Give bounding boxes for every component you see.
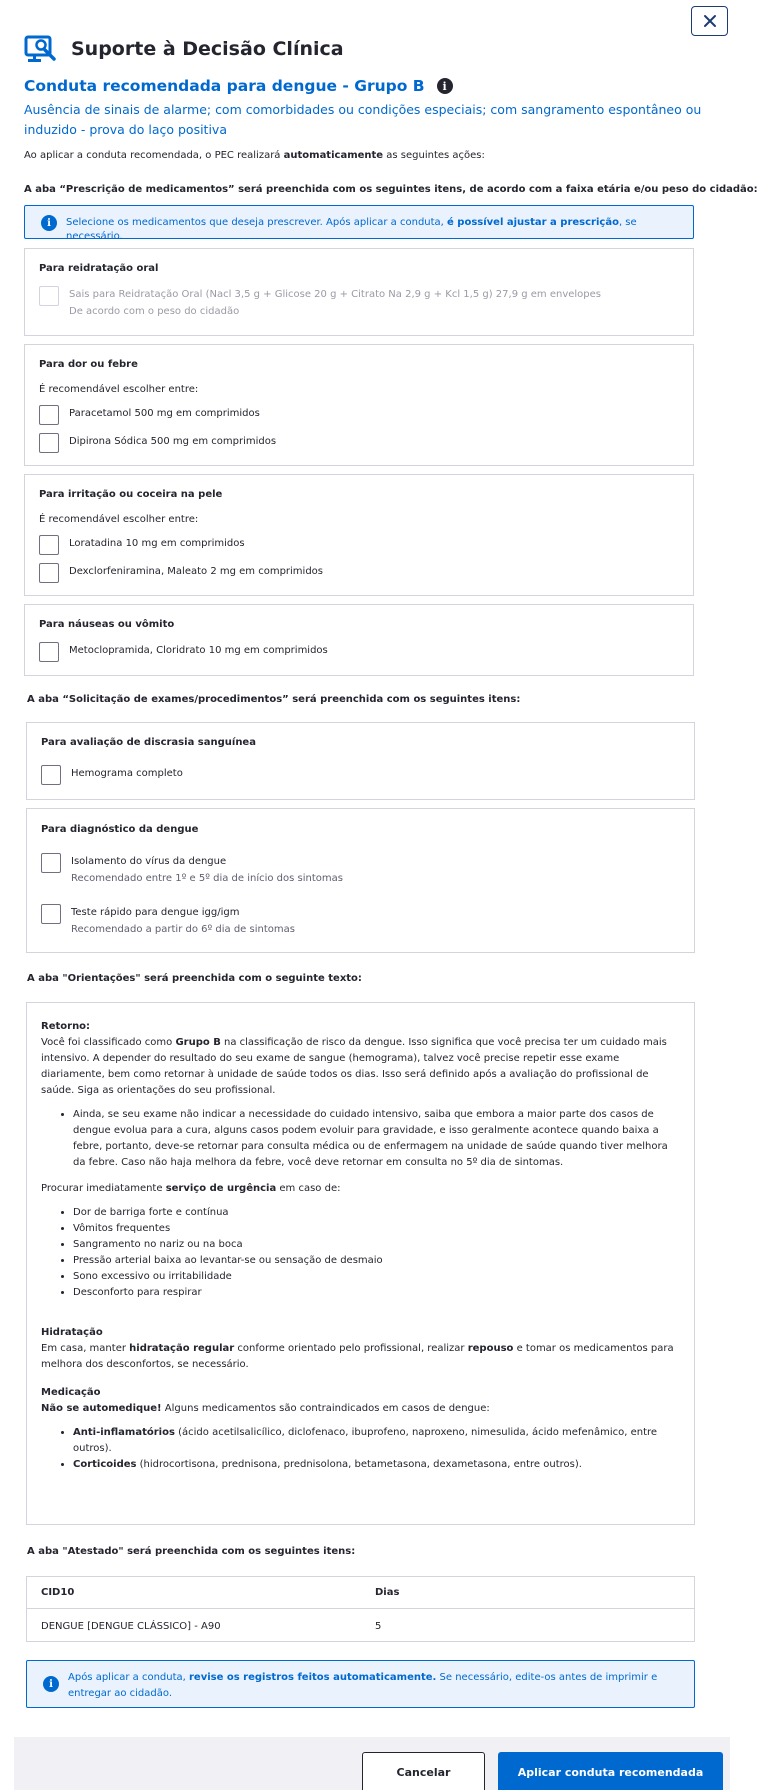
checkbox-row[interactable]: Hemograma completo [41,765,183,785]
orientations-heading: A aba "Orientações" será preenchida com o seguinte texto: [27,973,362,984]
list-item: • Pressão arterial baixa ao levantar-se ou sensação de desmaio [73,1253,681,1269]
prescription-heading: A aba “Prescrição de medicamentos” será preenchida com os seguintes itens, de acordo com a faixa etária e/ou peso do cidadão: [24,184,758,195]
checkbox-row[interactable]: Metoclopramida, Cloridrato 10 mg em comprimidos [39,642,328,662]
checkbox-row[interactable]: Sais para Reidratação Oral (Nacl 3,5 g + Glicose 20 g + Citrato Na 2,9 g + Kcl 1,5 g) 27,9 g em envelopes De acordo com o peso do cidadão [39,286,601,319]
checkbox[interactable] [39,405,59,425]
list-item: • Dor de barriga forte e contínua [73,1205,681,1221]
conduct-heading: Conduta recomendada para dengue - Grupo B [24,77,425,95]
checkbox[interactable] [39,535,59,555]
atestado-heading: A aba "Atestado" será preenchida com os seguintes itens: [27,1546,356,1557]
checkbox-row[interactable]: Dipirona Sódica 500 mg em comprimidos [39,433,276,453]
list-item: • Corticoides (hidrocortisona, prednisona, prednisolona, betametasona, dexametasona, entre outros). [73,1457,681,1473]
checkbox-row[interactable]: Dexclorfeniramina, Maleato 2 mg em comprimidos [39,563,323,583]
checkbox[interactable] [41,904,61,924]
checkbox[interactable] [41,765,61,785]
medication-group-rehydration: Para reidratação oral Sais para Reidratação Oral (Nacl 3,5 g + Glicose 20 g + Citrato Na 2,9 g + Kcl 1,5 g) 27,9 g em envelopes De acordo com o peso do cidadão [24,248,694,336]
clinical-support-icon [24,34,58,64]
checkbox[interactable] [39,433,59,453]
checkbox-row[interactable]: Isolamento do vírus da dengue Recomendado entre 1º e 5º dia de início dos sintomas [41,853,343,886]
medication-group-skin: Para irritação ou coceira na pele É recomendável escolher entre: Loratadina 10 mg em comprimidos Dexclorfeniramina, Maleato 2 mg em comprimidos [24,474,694,596]
exam-group-diagnosis: Para diagnóstico da dengue Isolamento do vírus da dengue Recomendado entre 1º e 5º dia de início dos sintomas Teste rápido para dengue igg/igm Recomendado a partir do 6º dia de sintomas [26,808,695,953]
checkbox[interactable] [39,642,59,662]
conduct-subtitle: Ausência de sinais de alarme; com comorbidades ou condições especiais; com sangramento espontâneo ou induzido - prova do laço positiva [24,102,702,137]
checkbox[interactable] [39,563,59,583]
checkbox-row[interactable]: Paracetamol 500 mg em comprimidos [39,405,260,425]
list-item: • Anti-inflamatórios (ácido acetilsalicílico, diclofenaco, ibuprofeno, naproxeno, nimesulida, ácido mefenâmico, entre outros). [73,1425,681,1457]
list-item: • Vômitos frequentes [73,1221,681,1237]
checkbox[interactable] [39,286,59,306]
retorno-paragraph: Você foi classificado como Grupo B na classificação de risco da dengue. Isso significa que você precisa ter um cuidado mais intensivo. A depender do resultado do seu exame de sangue (hemograma), talvez você precise repetir esse exame diariamente, bem como retornar à unidade de saúde todos os dias. Isso será definido após a avaliação do profissional de saúde. Siga as orientações do seu profissional. [41,1037,667,1096]
close-button[interactable] [691,6,728,36]
urgency-paragraph: Procurar imediatamente serviço de urgência em caso de: [41,1183,341,1194]
checkbox-row[interactable]: Loratadina 10 mg em comprimidos [39,535,245,555]
list-item: • Ainda, se seu exame não indicar a necessidade do cuidado intensivo, saiba que embora a maior parte dos casos de dengue evolua para a cura, alguns casos podem evoluir para gravidade, e isso geralmente acontece quando baixa a febre, portanto, deve-se retornar para consulta médica ou de enfermagem na unidade de saúde quando tiver melhora da febre. Caso não haja melhora da febre, você deve retornar em consulta no 5º dia de sintomas. [73,1107,681,1171]
intro-text: Ao aplicar a conduta recomendada, o PEC realizará automaticamente as seguintes ações: [24,150,485,161]
modal-header [24,34,344,64]
list-item: • Sono excessivo ou irritabilidade [73,1269,681,1285]
medication-group-pain-fever: Para dor ou febre É recomendável escolher entre: Paracetamol 500 mg em comprimidos Dipirona Sódica 500 mg em comprimidos [24,344,694,466]
table-header-row: CID10 Dias [27,1577,694,1609]
cancel-button[interactable]: Cancelar [362,1752,485,1790]
exam-group-blood: Para avaliação de discrasia sanguínea Hemograma completo [26,722,695,800]
exams-heading: A aba “Solicitação de exames/procedimentos” será preenchida com os seguintes itens: [27,694,521,705]
medication-paragraph: Não se automedique! Alguns medicamentos são contraindicados em casos de dengue: [41,1403,490,1414]
table-row: DENGUE [DENGUE CLÁSSICO] - A90 5 [41,1620,382,1632]
checkbox[interactable] [41,853,61,873]
review-alert: i Após aplicar a conduta, revise os registros feitos automaticamente. Se necessário, edite-os antes de imprimir e entregar ao cidadão. [26,1660,695,1708]
prescription-alert: i Selecione os medicamentos que deseja prescrever. Após aplicar a conduta, é possível ajustar a prescrição, se necessário. [24,205,694,239]
close-icon [703,14,717,28]
checkbox-row[interactable]: Teste rápido para dengue igg/igm Recomendado a partir do 6º dia de sintomas [41,904,295,937]
apply-conduct-button[interactable]: Aplicar conduta recomendada [498,1752,723,1790]
atestado-table [26,1576,695,1642]
list-item: • Sangramento no nariz ou na boca [73,1237,681,1253]
info-icon: i [43,1676,59,1692]
medication-group-nausea: Para náuseas ou vômito Metoclopramida, Cloridrato 10 mg em comprimidos [24,604,694,676]
info-icon[interactable]: i [437,78,453,94]
hydration-paragraph: Em casa, manter hidratação regular conforme orientado pelo profissional, realizar repouso e tomar os medicamentos para melhora dos desconfortos, se necessário. [41,1343,674,1370]
orientations-text-box: Retorno: Você foi classificado como Grupo B na classificação de risco da dengue. Isso significa que você precisa ter um cuidado mais intensivo. A depender do resultado do seu exame de sangue (hemograma), talvez você precise repetir esse exame diariamente, bem como retornar à unidade de saúde todos os dias. Isso será definido após a avaliação do profissional de saúde. Siga as orientações do seu profissional. • Ainda, se seu exame não indicar a necessidade do cuidado intensivo, saiba que embora a maior parte dos casos de dengue evolua para a cura, alguns casos podem evoluir para gravidade, e isso geralmente acontece quando baixa a febre, portanto, deve-se retornar para consulta médica ou de enfermagem na unidade de saúde quando tiver melhora da febre. Caso não haja melhora da febre, você deve retornar em consulta no 5º dia de sintomas. Procurar imediatamente serviço de urgência em caso de: • Dor de barriga forte e contínua • Vômitos frequentes • Sangramento no nariz ou na boca • Pressão arterial baixa ao levantar-se ou sensação de desmaio • Sono excessivo ou irritabilidade • Desconforto para respirar Hidratação Em casa, manter hidratação regular conforme orientado pelo profissional, realizar repouso e tomar os medicamentos para melhora dos desconfortos, se necessário. Medicação Não se automedique! Alguns medicamentos são contraindicados em casos de dengue: • Anti-inflamatórios (ácido acetilsalicílico, diclofenaco, ibuprofeno, naproxeno, nimesulida, ácido mefenâmico, entre outros). • Corticoides (hidrocortisona, prednisona, prednisolona, betametasona, dexametasona, entre outros). [26,1002,695,1525]
modal-title: Suporte à Decisão Clínica [71,38,344,60]
info-icon: i [41,215,57,231]
list-item: • Desconforto para respirar [73,1285,681,1301]
